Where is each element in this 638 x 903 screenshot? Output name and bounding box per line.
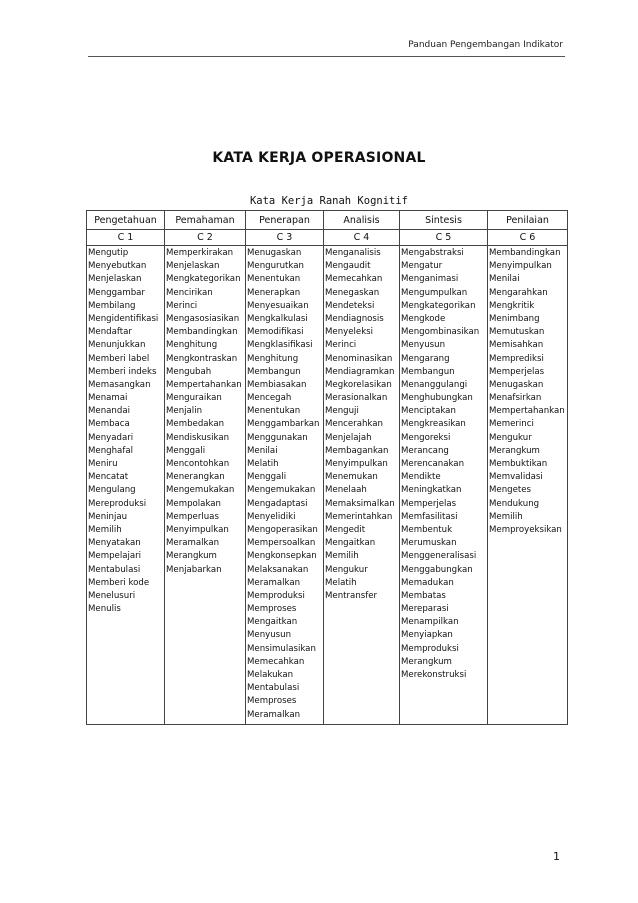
- column-header-pengetahuan: Pengetahuan: [87, 211, 165, 230]
- verb-item: Mengemukakan: [166, 485, 235, 496]
- verb-item: Mereparasi: [401, 604, 449, 615]
- verb-item: Mempolakan: [166, 498, 221, 509]
- verb-item: Mengkontraskan: [166, 353, 238, 364]
- verb-item: Membatas: [401, 590, 446, 601]
- level-code-c3: C 3: [246, 230, 324, 246]
- verb-item: Mengkalkulasi: [247, 313, 308, 324]
- verb-item: Mendikte: [401, 472, 441, 483]
- verb-item: Mencontohkan: [166, 459, 230, 469]
- verb-list-penerapan: [246, 246, 324, 725]
- verb-item: Membagankan: [325, 445, 389, 456]
- verb-item: Memperjelas: [489, 366, 545, 377]
- verb-item: Menilai: [489, 274, 520, 285]
- verb-item: Merancang: [401, 445, 449, 456]
- verb-item: Menggabungkan: [401, 564, 473, 575]
- verb-item: Megkorelasikan: [325, 379, 392, 390]
- verb-item: Menyelidiki: [247, 511, 296, 522]
- verb-item: Membedakan: [166, 419, 225, 430]
- verb-item: Menggambar: [88, 287, 145, 298]
- verb-item: Menjabarkan: [166, 564, 222, 575]
- verb-item: Menyesuaikan: [247, 300, 309, 311]
- verb-item: Membaca: [88, 419, 130, 430]
- column-header-penerapan: Penerapan: [246, 211, 324, 230]
- verb-item: Memproses: [247, 696, 297, 707]
- verb-item: Merekonstruksi: [401, 670, 467, 680]
- verb-item: Memerintahkan: [325, 511, 393, 522]
- column-header-analisis: Analisis: [324, 211, 400, 230]
- verb-item: Meramalkan: [247, 577, 301, 588]
- page-number: 1: [553, 850, 560, 863]
- verb-item: Merinci: [166, 300, 198, 311]
- verb-item: Menghitung: [247, 353, 299, 364]
- verb-item: Menggali: [247, 472, 287, 483]
- verb-item: Mengklasifikasi: [247, 340, 313, 351]
- verb-item: Merangkum: [401, 656, 452, 667]
- verb-list-analisis: [324, 246, 400, 725]
- verb-item: Menjalin: [166, 406, 203, 417]
- verb-item: Menghubungkan: [401, 393, 473, 404]
- verb-item: Menguji: [325, 406, 359, 417]
- verb-item: Mempertahankan: [489, 406, 565, 417]
- verb-item: Mencatat: [88, 472, 129, 483]
- verb-item: Membangun: [247, 366, 301, 377]
- verb-item: Mendiskusikan: [166, 432, 230, 443]
- verb-item: Memproses: [247, 604, 297, 615]
- verb-item: Merasionalkan: [325, 393, 388, 404]
- verb-item: Menamai: [88, 393, 128, 404]
- verb-item: Mengaitkan: [325, 538, 376, 549]
- verb-item: Mengoreksi: [401, 432, 451, 443]
- verb-item: Mengkategorikan: [401, 300, 476, 311]
- verb-item: Memilih: [325, 551, 359, 562]
- verb-item: Mensimulasikan: [247, 643, 316, 654]
- verb-item: Menulis: [88, 604, 121, 615]
- verb-item: Menelusuri: [88, 590, 136, 601]
- verb-item: Menandai: [88, 406, 130, 417]
- kata-kerja-table: [86, 210, 568, 725]
- verb-item: Mengarang: [401, 353, 450, 364]
- verb-item: Memberi label: [88, 353, 150, 364]
- verb-item: Memilih: [88, 524, 122, 535]
- verb-item: Menerangkan: [166, 472, 225, 483]
- verb-item: Menentukan: [247, 274, 301, 285]
- verb-item: Menciptakan: [401, 406, 456, 417]
- verb-item: Menafsirkan: [489, 393, 542, 404]
- verb-item: Menyeleksi: [325, 327, 374, 338]
- verb-item: Menjelajah: [325, 432, 372, 443]
- level-code-c1: C 1: [87, 230, 165, 246]
- page-header: [88, 38, 565, 57]
- verb-item: Merinci: [325, 340, 357, 351]
- verb-item: Merencanakan: [401, 459, 465, 469]
- verb-item: Mengukur: [325, 564, 368, 575]
- verb-item: Mengurutkan: [247, 261, 304, 272]
- verb-item: Mengulang: [88, 485, 136, 496]
- verb-item: Membandingkan: [489, 248, 561, 258]
- level-code-c6: C 6: [488, 230, 568, 246]
- verb-item: Mengetes: [489, 485, 532, 496]
- verb-item: Memfasilitasi: [401, 511, 458, 522]
- verb-list-pemahaman: [165, 246, 246, 725]
- verb-item: Melatih: [247, 459, 279, 469]
- verb-item: Menjelaskan: [166, 261, 220, 272]
- verb-item: Memisahkan: [489, 340, 544, 351]
- verb-list-sintesis: [400, 246, 488, 725]
- verb-item: Membiasakan: [247, 379, 307, 390]
- verb-item: Meninjau: [88, 511, 128, 522]
- verb-item: Membuktikan: [489, 459, 548, 469]
- verb-item: Memaksimalkan: [325, 498, 395, 509]
- verb-item: Memecahkan: [325, 274, 383, 285]
- verb-item: Menguraikan: [166, 393, 222, 404]
- verb-item: Meniru: [88, 459, 118, 469]
- verb-item: Menerapkan: [247, 287, 301, 298]
- verb-item: Mentabulasi: [88, 564, 141, 575]
- verb-list-row: [87, 246, 568, 725]
- verb-item: Menugaskan: [247, 248, 302, 258]
- verb-item: Mentransfer: [325, 590, 378, 601]
- verb-item: Menyadari: [88, 432, 134, 443]
- verb-item: Mengukur: [489, 432, 532, 443]
- verb-item: Mengaitkan: [247, 617, 298, 628]
- verb-item: Mengemukakan: [247, 485, 316, 496]
- verb-item: Menghitung: [166, 340, 218, 351]
- verb-item: Mengedit: [325, 524, 366, 535]
- page-title: KATA KERJA OPERASIONAL: [212, 150, 426, 166]
- verb-item: Menyusun: [401, 340, 446, 351]
- verb-item: Menyimpulkan: [325, 459, 388, 469]
- verb-item: Memberi indeks: [88, 366, 157, 377]
- table-subtitle: Kata Kerja Ranah Kognitif: [249, 195, 409, 207]
- verb-item: Membentuk: [401, 524, 453, 535]
- verb-item: Menyimpulkan: [166, 524, 229, 535]
- verb-item: Melakukan: [247, 670, 294, 680]
- verb-item: Menyusun: [247, 630, 292, 641]
- verb-item: Menunjukkan: [88, 340, 146, 351]
- verb-item: Mengabstraksi: [401, 248, 464, 258]
- verb-item: Menyatakan: [88, 538, 141, 549]
- verb-item: Meningkatkan: [401, 485, 462, 496]
- verb-item: Mengoperasikan: [247, 524, 318, 535]
- verb-item: Membandingkan: [166, 327, 238, 338]
- verb-item: Menyimpulkan: [489, 261, 552, 272]
- verb-item: Menentukan: [247, 406, 301, 417]
- verb-item: Menimbang: [489, 313, 540, 324]
- verb-item: Menampilkan: [401, 617, 459, 628]
- verb-item: Mendeteksi: [325, 300, 375, 311]
- verb-item: Mempertahankan: [166, 379, 242, 390]
- verb-item: Mempersoalkan: [247, 538, 316, 549]
- verb-item: Meramalkan: [166, 538, 220, 549]
- verb-item: Menghafal: [88, 445, 133, 456]
- verb-item: Mendaftar: [88, 327, 132, 338]
- verb-item: Memperkirakan: [166, 248, 234, 258]
- verb-item: Merangkum: [166, 551, 217, 562]
- verb-item: Menugaskan: [489, 379, 544, 390]
- verb-list-penilaian: [488, 246, 568, 725]
- verb-item: Mengumpulkan: [401, 287, 468, 298]
- verb-item: Memvalidasi: [489, 472, 543, 483]
- verb-item: Merangkum: [489, 445, 540, 456]
- verb-item: Memasangkan: [88, 379, 151, 390]
- verb-list-pengetahuan: [87, 246, 165, 725]
- verb-item: Memproyeksikan: [489, 524, 562, 535]
- verb-item: Merumuskan: [401, 538, 457, 549]
- header-text: Panduan Pengembangan Indikator: [408, 40, 563, 50]
- verb-item: Memberi kode: [88, 577, 150, 588]
- verb-item: Mendukung: [489, 498, 540, 509]
- verb-item: Mencegah: [247, 393, 292, 404]
- verb-item: Mempelajari: [88, 551, 142, 562]
- verb-item: Mengaudit: [325, 261, 371, 272]
- verb-item: Menemukan: [325, 472, 378, 483]
- verb-item: Mereproduksi: [88, 498, 147, 509]
- verb-item: Memproduksi: [401, 643, 459, 654]
- verb-item: Mengubah: [166, 366, 212, 377]
- verb-item: Menjelaskan: [88, 274, 142, 285]
- verb-item: Memutuskan: [489, 327, 545, 338]
- verb-item: Mengutip: [88, 248, 129, 258]
- verb-item: Menilai: [247, 445, 278, 456]
- verb-item: Mengarahkan: [489, 287, 548, 298]
- verb-item: Mengasosiasikan: [166, 313, 240, 324]
- verb-item: Memodifikasi: [247, 327, 304, 338]
- verb-item: Mengidentifikasi: [88, 313, 159, 324]
- column-header-penilaian: Penilaian: [488, 211, 568, 230]
- verb-item: Memilih: [489, 511, 523, 522]
- verb-item: Mengkritik: [489, 300, 535, 311]
- verb-item: Menganalisis: [325, 248, 381, 258]
- verb-item: Mengkode: [401, 313, 446, 324]
- verb-item: Menegaskan: [325, 287, 380, 298]
- verb-item: Menanggulangi: [401, 379, 468, 390]
- verb-item: Menggambarkan: [247, 419, 320, 430]
- level-code-c2: C 2: [165, 230, 246, 246]
- verb-item: Menominasikan: [325, 353, 393, 364]
- verb-item: Menggeneralisasi: [401, 551, 477, 562]
- verb-item: Mengadaptasi: [247, 498, 308, 509]
- verb-item: Menyiapkan: [401, 630, 453, 641]
- verb-item: Menelaah: [325, 485, 367, 496]
- verb-item: Memecahkan: [247, 656, 305, 667]
- verb-item: Mengkonsepkan: [247, 551, 317, 562]
- verb-item: Mengatur: [401, 261, 443, 272]
- verb-item: Memperluas: [166, 511, 219, 522]
- verb-item: Mencirikan: [166, 287, 213, 298]
- table-header-row: [87, 211, 568, 230]
- level-code-row: [87, 230, 568, 246]
- verb-item: Meramalkan: [247, 709, 301, 720]
- column-header-sintesis: Sintesis: [400, 211, 488, 230]
- verb-item: Membilang: [88, 300, 136, 311]
- verb-item: Memprediksi: [489, 353, 544, 364]
- verb-item: Mentabulasi: [247, 683, 300, 694]
- verb-item: Mengkategorikan: [166, 274, 241, 285]
- verb-item: Melaksanakan: [247, 564, 309, 575]
- verb-item: Memadukan: [401, 577, 454, 588]
- verb-item: Menggali: [166, 445, 206, 456]
- level-code-c4: C 4: [324, 230, 400, 246]
- verb-item: Menggunakan: [247, 432, 308, 443]
- verb-item: Memerinci: [489, 419, 534, 430]
- verb-item: Mendiagnosis: [325, 313, 384, 324]
- level-code-c5: C 5: [400, 230, 488, 246]
- verb-item: Memperjelas: [401, 498, 457, 509]
- verb-item: Membangun: [401, 366, 455, 377]
- verb-item: Melatih: [325, 577, 357, 588]
- verb-item: Mencerahkan: [325, 419, 383, 430]
- column-header-pemahaman: Pemahaman: [165, 211, 246, 230]
- verb-item: Menyebutkan: [88, 261, 147, 272]
- verb-item: Mendiagramkan: [325, 366, 395, 377]
- verb-item: Mengombinasikan: [401, 327, 480, 338]
- verb-item: Memproduksi: [247, 590, 305, 601]
- verb-item: Menganimasi: [401, 274, 459, 285]
- verb-item: Mengkreasikan: [401, 419, 466, 430]
